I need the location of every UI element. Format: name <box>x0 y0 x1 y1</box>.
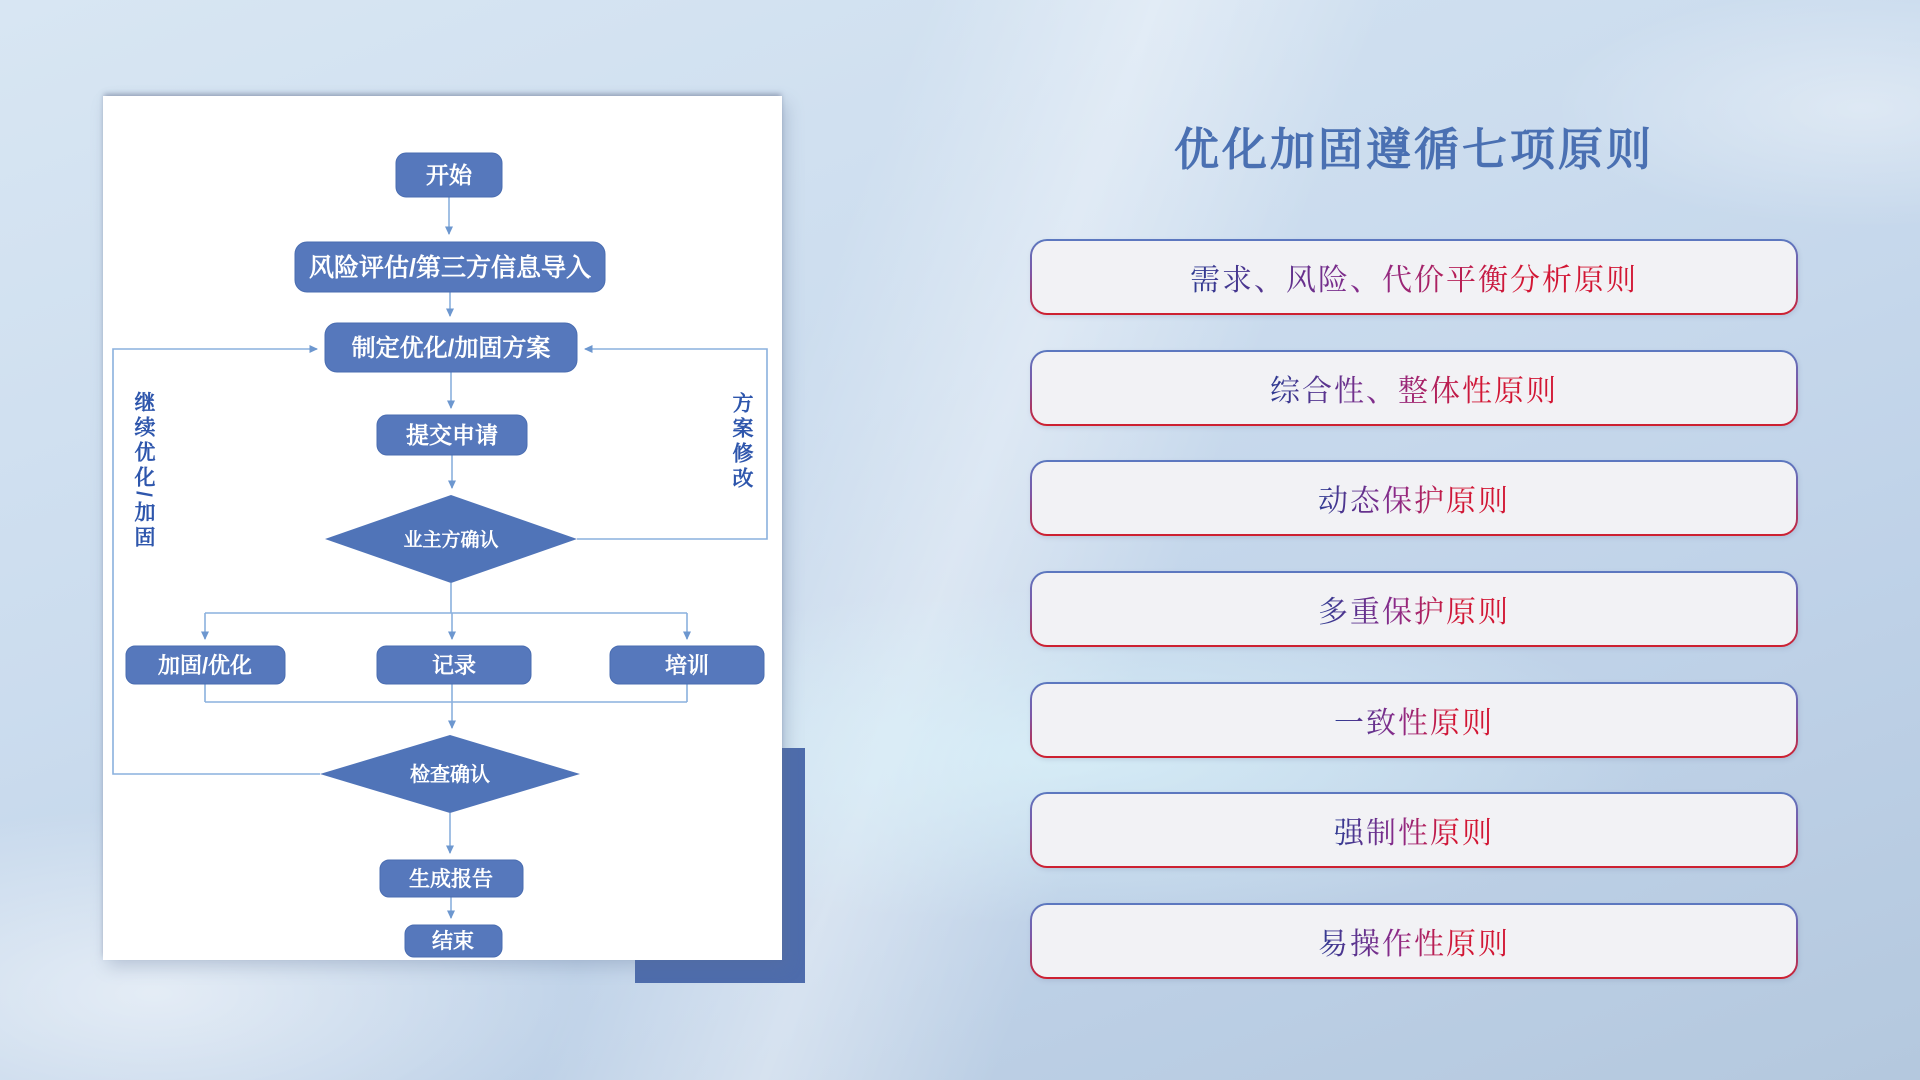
principle-item-6-label: 强制性原则 <box>1334 808 1494 852</box>
nodes <box>126 153 764 957</box>
node-harden-optimize-label: 加固/优化 <box>157 653 253 678</box>
principle-item-2-body <box>1032 352 1796 424</box>
principle-item-1 <box>1030 239 1798 315</box>
loop-label-plan-revision: 方案修改 <box>730 392 753 492</box>
node-start-label: 开始 <box>426 162 472 188</box>
loop-label-continue-optimize: 继续优化/加固 <box>132 391 155 551</box>
principle-item-7-label: 易操作性原则 <box>1318 919 1510 963</box>
principle-item-1-label: 需求、风险、代价平衡分析原则 <box>1190 255 1638 299</box>
node-training-label: 培训 <box>664 653 710 678</box>
principle-item-1-body <box>1032 241 1796 313</box>
principle-item-5 <box>1030 682 1798 758</box>
page-title: 优化加固遵循七项原则 <box>1173 124 1654 175</box>
node-risk-assessment-label: 风险评估/第三方信息导入 <box>309 254 591 282</box>
principle-item-7 <box>1030 903 1798 979</box>
node-check-confirm-label: 检查确认 <box>410 764 490 786</box>
node-generate-report-label: 生成报告 <box>409 868 493 891</box>
flowchart-card <box>103 96 782 960</box>
principle-item-6 <box>1030 792 1798 868</box>
node-owner-confirm-label: 业主方确认 <box>403 530 499 551</box>
principle-item-5-body <box>1032 684 1796 756</box>
principle-item-2-label: 综合性、整体性原则 <box>1270 366 1558 410</box>
node-submit-request-label: 提交申请 <box>406 422 498 448</box>
edge-merge <box>205 684 687 702</box>
principle-item-3-label: 动态保护原则 <box>1318 476 1510 520</box>
edge-owner-split <box>205 583 687 613</box>
principle-item-2 <box>1030 350 1798 426</box>
node-make-plan-label: 制定优化/加固方案 <box>351 335 551 362</box>
principle-item-4-body <box>1032 573 1796 645</box>
principle-item-4-label: 多重保护原则 <box>1318 587 1510 631</box>
principle-item-6-body <box>1032 794 1796 866</box>
flowchart-canvas <box>103 96 782 960</box>
principle-item-5-label: 一致性原则 <box>1334 698 1494 742</box>
principle-item-3 <box>1030 460 1798 536</box>
principle-item-7-body <box>1032 905 1796 977</box>
principle-item-4 <box>1030 571 1798 647</box>
node-end-label: 结束 <box>432 930 474 953</box>
principle-item-3-body <box>1032 462 1796 534</box>
node-record-label: 记录 <box>431 653 477 678</box>
